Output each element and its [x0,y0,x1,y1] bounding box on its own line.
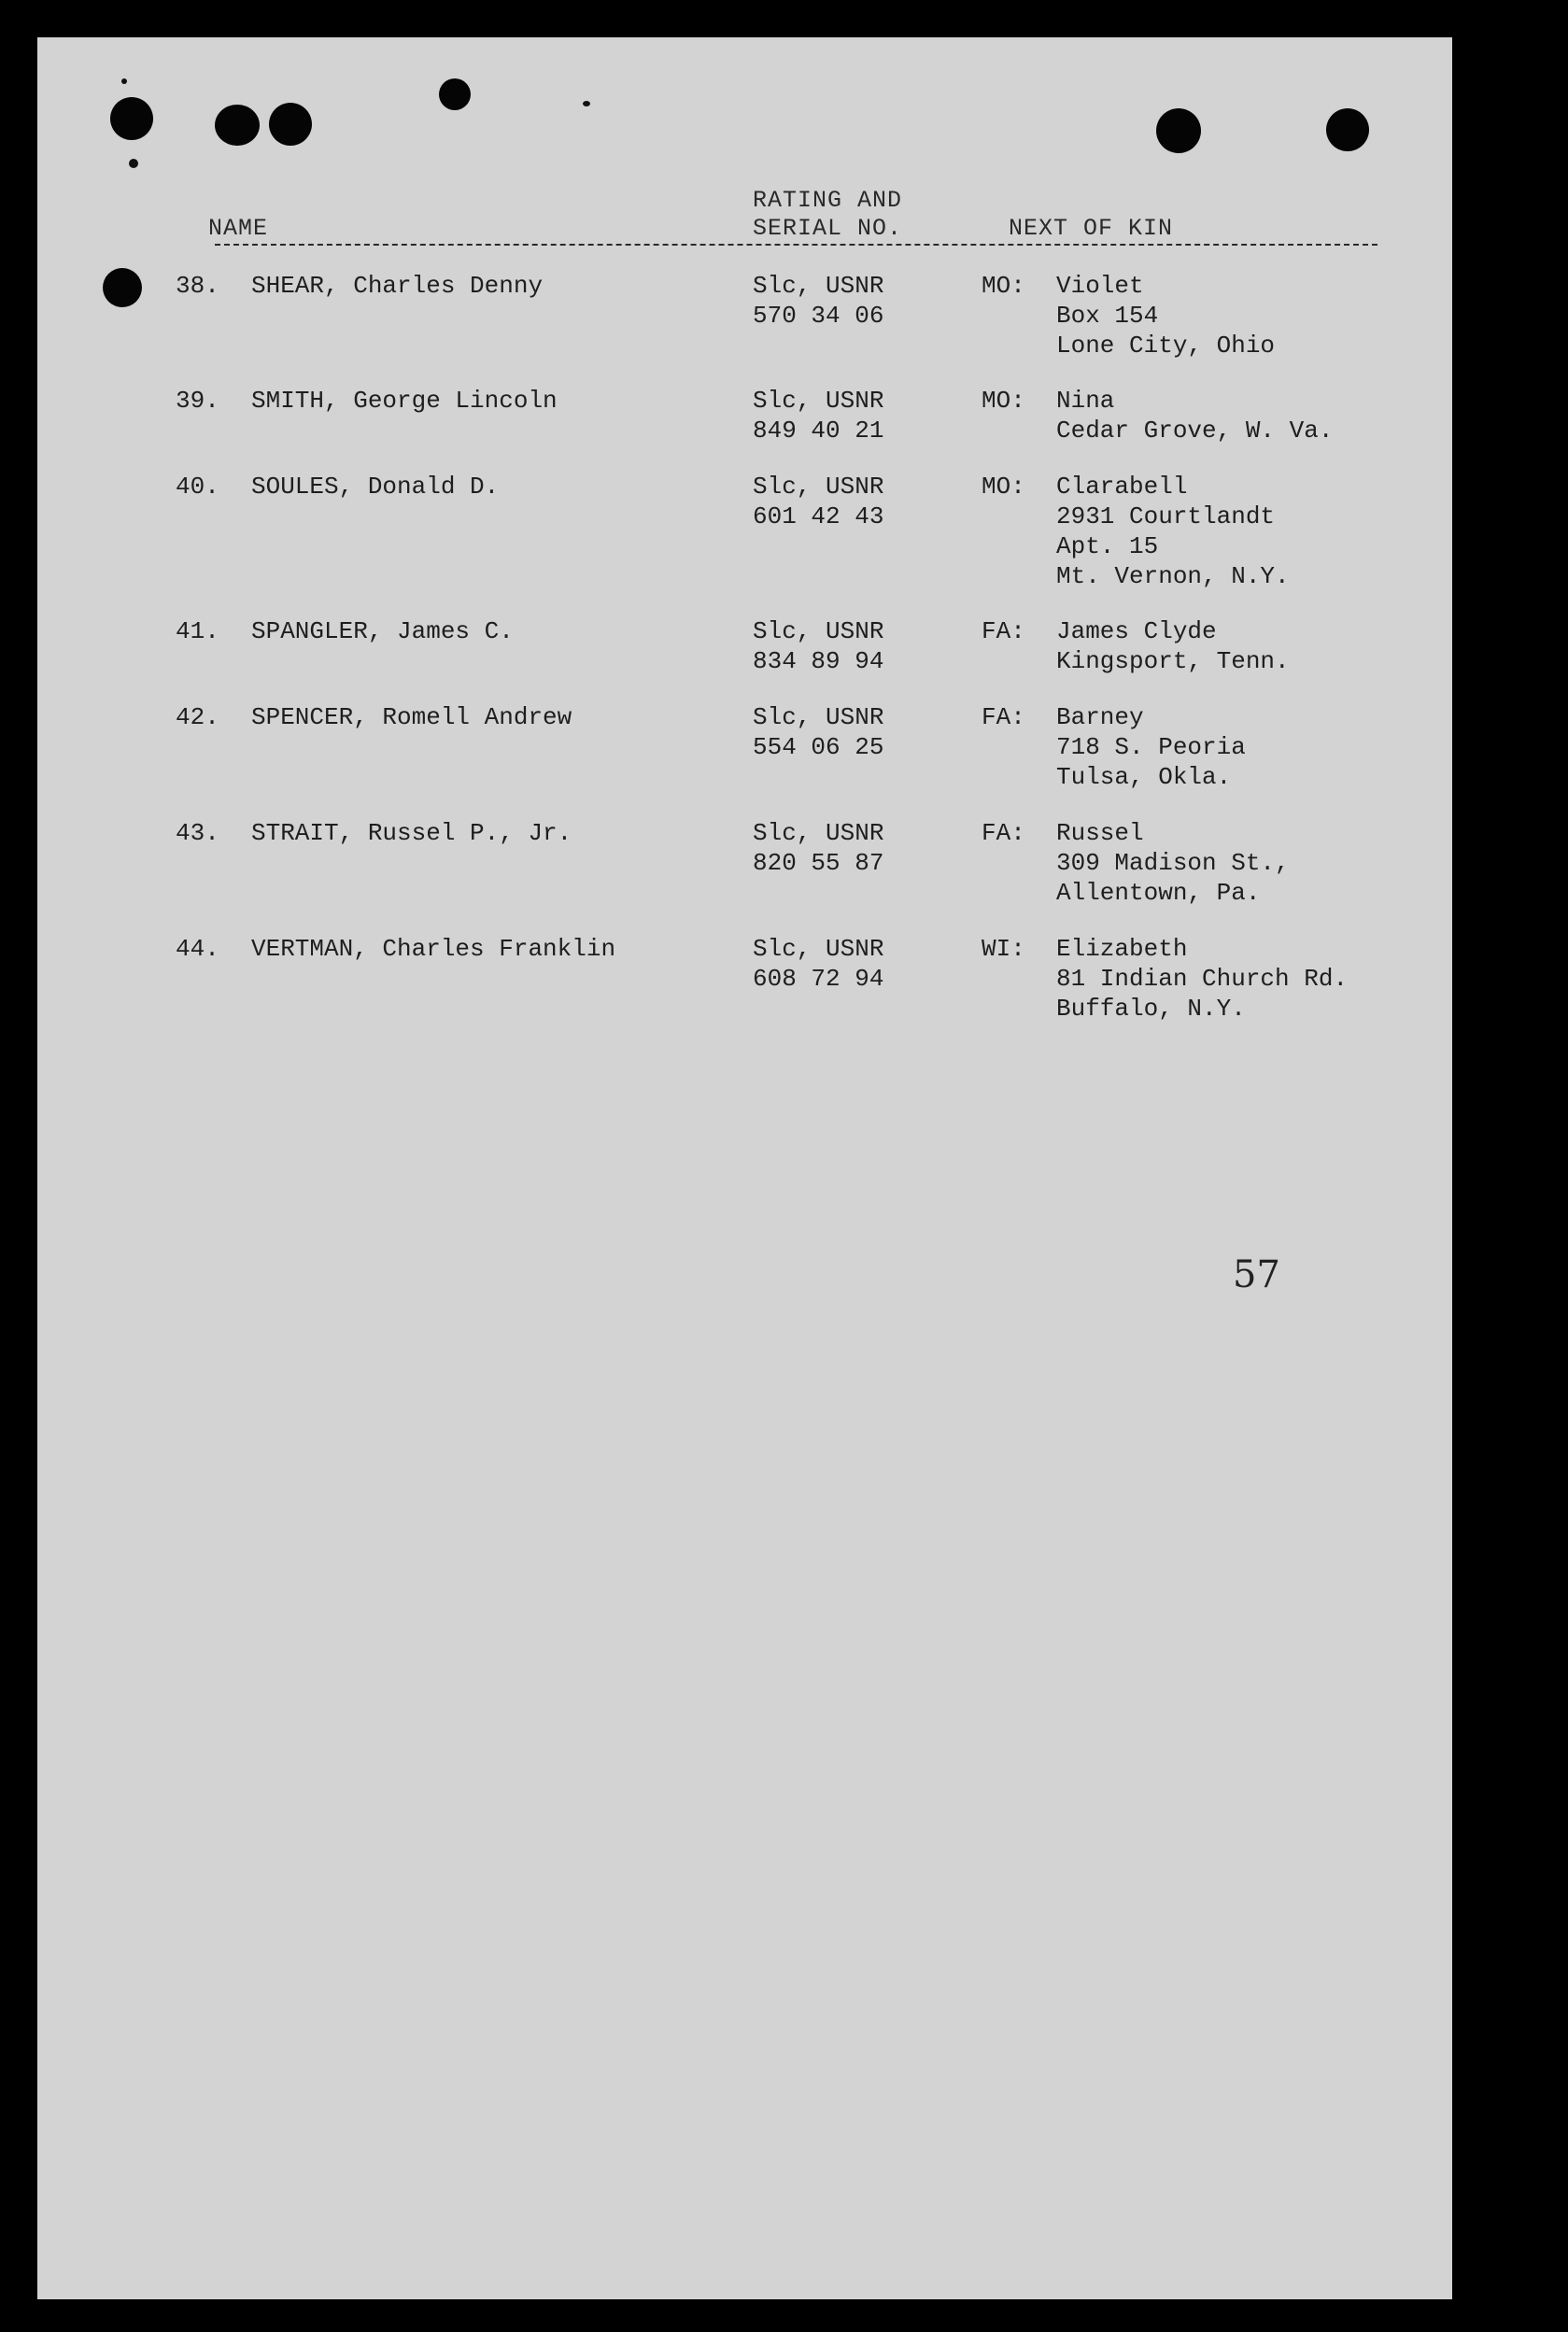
entry-rating: Slc, USNR [753,473,884,501]
punch-hole [110,97,153,140]
header-next-of-kin: NEXT OF KIN [1009,215,1174,242]
entry-serial: 834 89 94 [753,647,884,675]
entry-rating: Slc, USNR [753,935,884,963]
kin-line: Buffalo, N.Y. [1056,995,1246,1023]
entry-relation: FA: [982,703,1025,731]
entry-number: 38. [176,272,219,300]
kin-line: Clarabell [1056,473,1188,501]
entry-name: SOULES, Donald D. [251,473,500,501]
kin-line: 81 Indian Church Rd. [1056,965,1349,993]
entry-serial: 820 55 87 [753,849,884,877]
kin-line: Allentown, Pa. [1056,879,1261,907]
kin-line: Barney [1056,703,1144,731]
speck [129,159,138,168]
punch-hole [215,105,260,146]
entry-name: SPANGLER, James C. [251,617,514,645]
header-serial: SERIAL NO. [753,215,903,242]
header-rule [215,244,1377,246]
kin-line: Cedar Grove, W. Va. [1056,417,1334,445]
entry-number: 42. [176,703,219,731]
kin-line: Lone City, Ohio [1056,332,1276,360]
entry-rating: Slc, USNR [753,703,884,731]
entry-serial: 601 42 43 [753,502,884,530]
entry-number: 40. [176,473,219,501]
table-row [37,934,1452,1037]
punch-hole [439,78,471,110]
punch-hole [269,103,312,146]
table-row [37,472,1452,590]
entry-name: SMITH, George Lincoln [251,387,558,415]
table-row [37,702,1452,805]
kin-line: Nina [1056,387,1115,415]
entry-relation: FA: [982,617,1025,645]
entry-rating: Slc, USNR [753,387,884,415]
header-name: NAME [208,215,269,242]
entry-relation: MO: [982,272,1025,300]
kin-line: Kingsport, Tenn. [1056,647,1290,675]
entry-relation: FA: [982,819,1025,847]
entry-name: VERTMAN, Charles Franklin [251,935,616,963]
kin-line: Box 154 [1056,302,1159,330]
entry-number: 41. [176,617,219,645]
entry-relation: MO: [982,387,1025,415]
entry-rating: Slc, USNR [753,819,884,847]
document-page [37,37,1452,2299]
entry-relation: MO: [982,473,1025,501]
entry-serial: 570 34 06 [753,302,884,330]
kin-line: Tulsa, Okla. [1056,763,1232,791]
page-number: 57 [1233,1253,1280,1296]
kin-line: Apt. 15 [1056,532,1159,560]
entry-number: 43. [176,819,219,847]
kin-line: Violet [1056,272,1144,300]
kin-line: Mt. Vernon, N.Y. [1056,562,1290,590]
speck [583,101,590,106]
kin-line: 718 S. Peoria [1056,733,1246,761]
speck [121,78,127,84]
header-rating: RATING AND [753,187,903,214]
entry-name: STRAIT, Russel P., Jr. [251,819,572,847]
kin-line: James Clyde [1056,617,1217,645]
entry-number: 44. [176,935,219,963]
entry-number: 39. [176,387,219,415]
entry-relation: WI: [982,935,1025,963]
entry-serial: 554 06 25 [753,733,884,761]
kin-line: Elizabeth [1056,935,1188,963]
punch-hole [1156,108,1201,153]
entry-serial: 849 40 21 [753,417,884,445]
table-row [37,271,1452,374]
table-row [37,818,1452,921]
entry-name: SHEAR, Charles Denny [251,272,544,300]
entry-rating: Slc, USNR [753,272,884,300]
punch-hole [1326,108,1369,151]
kin-line: 2931 Courtlandt [1056,502,1276,530]
kin-line: Russel [1056,819,1144,847]
entry-rating: Slc, USNR [753,617,884,645]
entry-name: SPENCER, Romell Andrew [251,703,572,731]
entry-serial: 608 72 94 [753,965,884,993]
kin-line: 309 Madison St., [1056,849,1290,877]
